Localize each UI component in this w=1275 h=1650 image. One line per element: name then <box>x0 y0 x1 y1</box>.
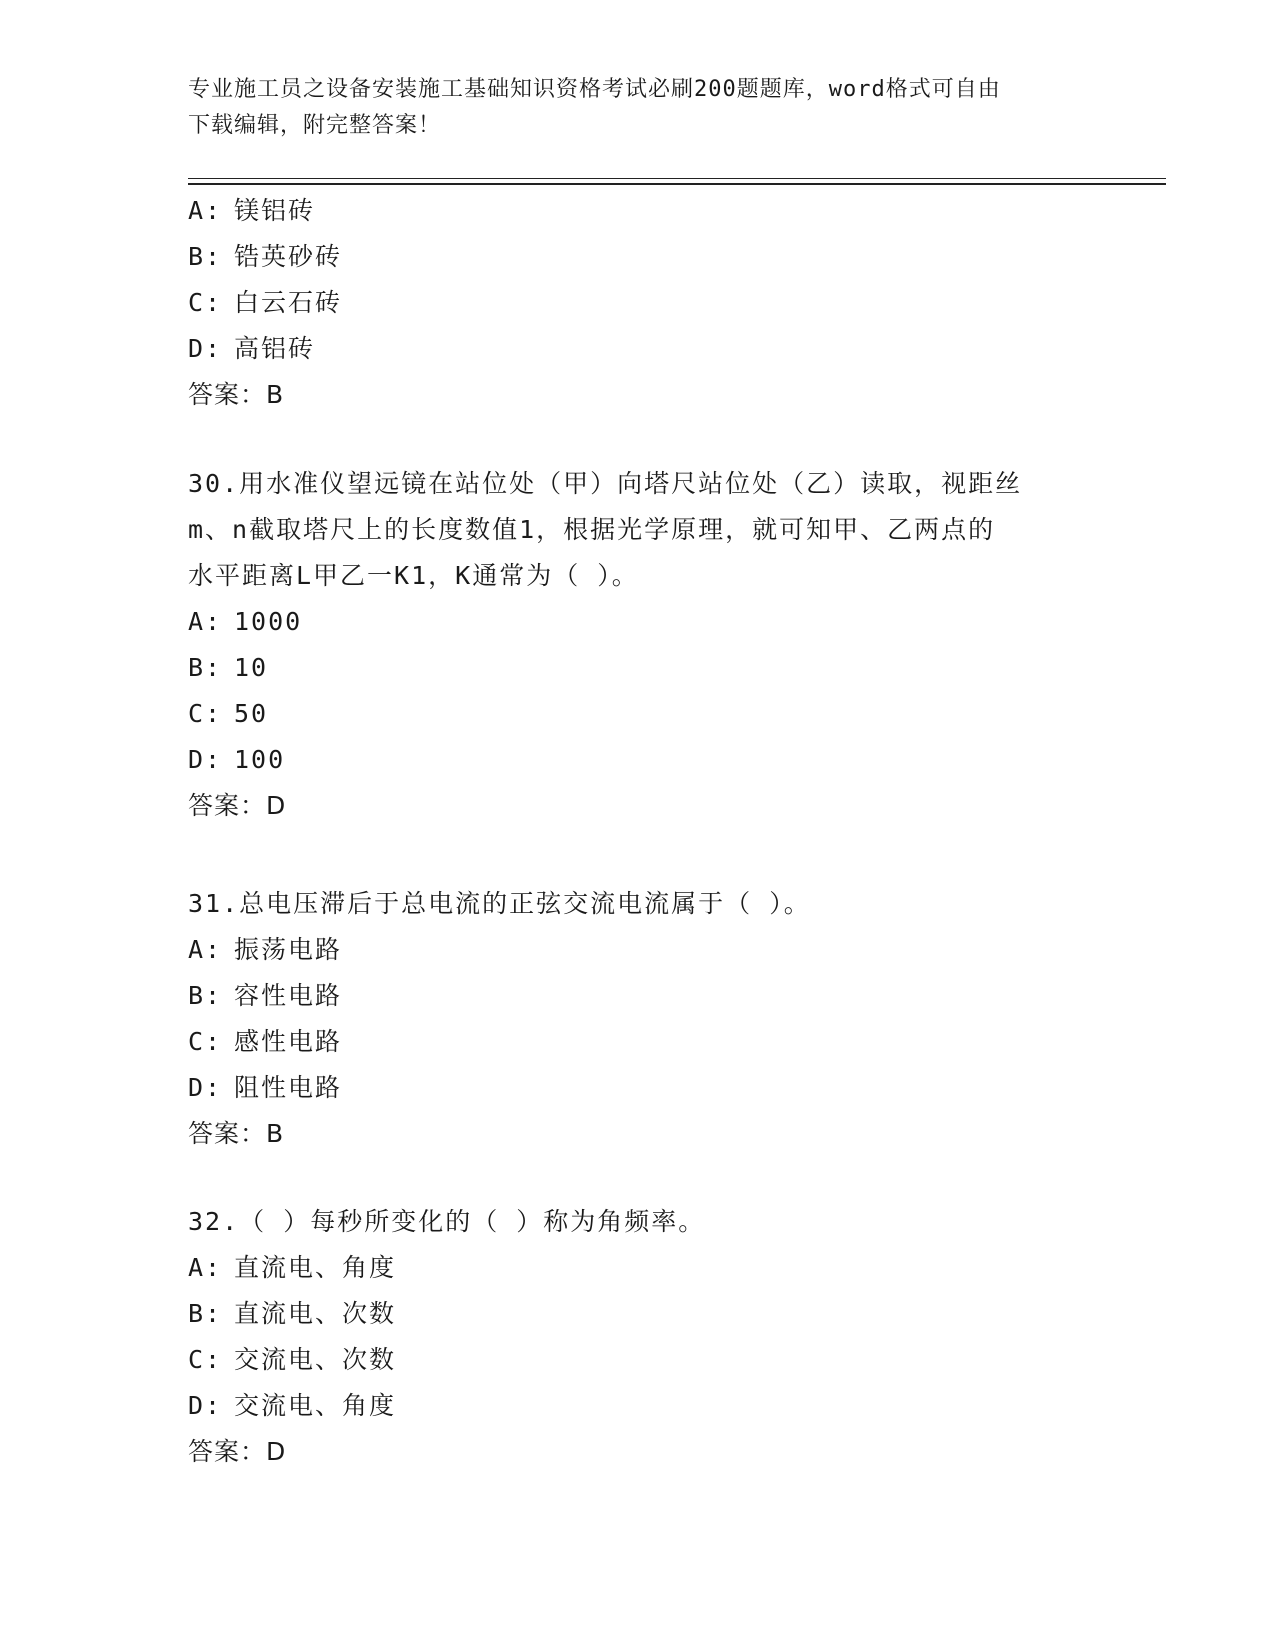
option-text: 1000 <box>234 607 303 636</box>
option-b <box>188 645 1108 691</box>
option-text: 直流电、角度 <box>234 1253 397 1282</box>
option-d <box>188 1065 1108 1111</box>
option-c <box>188 691 1108 737</box>
question-stem-line-2: m、n截取塔尺上的长度数值1，根据光学原理，就可知甲、乙两点的 <box>188 515 996 544</box>
option-label: A: <box>188 196 223 225</box>
option-d <box>188 326 1108 372</box>
question-30 <box>188 461 1108 829</box>
option-a <box>188 927 1108 973</box>
option-text: 容性电路 <box>234 981 343 1010</box>
option-label: D: <box>188 745 223 774</box>
question-stem-line-1: 31.总电压滞后于总电流的正弦交流电流属于（ ）。 <box>188 889 811 918</box>
answer-line: 答案：D <box>188 791 287 820</box>
option-b <box>188 234 1108 280</box>
option-text: 锆英砂砖 <box>234 242 343 271</box>
option-text: 10 <box>234 653 269 682</box>
option-label: A: <box>188 1253 223 1282</box>
option-text: 交流电、次数 <box>234 1345 397 1374</box>
option-text: 100 <box>234 745 286 774</box>
question-stem-line-3: 水平距离L甲乙一K1，K通常为（ ）。 <box>188 561 639 590</box>
option-b <box>188 973 1108 1019</box>
option-label: A: <box>188 935 223 964</box>
option-text: 阻性电路 <box>234 1073 343 1102</box>
option-label: D: <box>188 334 223 363</box>
option-c <box>188 1337 1108 1383</box>
option-label: D: <box>188 1391 223 1420</box>
question-stem-line-1: 32.（ ）每秒所变化的（ ）称为角频率。 <box>188 1207 706 1236</box>
option-d <box>188 1383 1108 1429</box>
option-a <box>188 1245 1108 1291</box>
option-text: 直流电、次数 <box>234 1299 397 1328</box>
answer-line: 答案：B <box>188 380 285 409</box>
option-label: B: <box>188 242 223 271</box>
question-31 <box>188 881 1108 1157</box>
header-line-2: 下载编辑，附完整答案！ <box>188 113 442 138</box>
option-label: C: <box>188 288 223 317</box>
header-divider-top <box>188 178 1166 179</box>
option-label: D: <box>188 1073 223 1102</box>
header-divider-bottom <box>188 183 1166 185</box>
question-32 <box>188 1199 1108 1475</box>
option-c <box>188 280 1108 326</box>
document-header <box>188 72 1088 144</box>
option-label: B: <box>188 1299 223 1328</box>
option-b <box>188 1291 1108 1337</box>
option-c <box>188 1019 1108 1065</box>
answer-line: 答案：D <box>188 1437 287 1466</box>
option-label: A: <box>188 607 223 636</box>
header-line-1: 专业施工员之设备安装施工基础知识资格考试必刷200题题库，word格式可自由 <box>188 77 1001 102</box>
answer-line: 答案：B <box>188 1119 285 1148</box>
option-text: 50 <box>234 699 269 728</box>
option-label: B: <box>188 981 223 1010</box>
option-a <box>188 599 1108 645</box>
option-label: C: <box>188 1345 223 1374</box>
option-text: 交流电、角度 <box>234 1391 397 1420</box>
question-stem-line-1: 30.用水准仪望远镜在站位处（甲）向塔尺站位处（乙）读取，视距丝 <box>188 469 1023 498</box>
option-text: 高铝砖 <box>234 334 316 363</box>
option-d <box>188 737 1108 783</box>
option-a <box>188 188 1108 234</box>
question-29 <box>188 188 1108 418</box>
option-text: 感性电路 <box>234 1027 343 1056</box>
option-label: C: <box>188 699 223 728</box>
option-text: 镁铝砖 <box>234 196 316 225</box>
option-label: B: <box>188 653 223 682</box>
option-text: 振荡电路 <box>234 935 343 964</box>
option-label: C: <box>188 1027 223 1056</box>
option-text: 白云石砖 <box>234 288 343 317</box>
